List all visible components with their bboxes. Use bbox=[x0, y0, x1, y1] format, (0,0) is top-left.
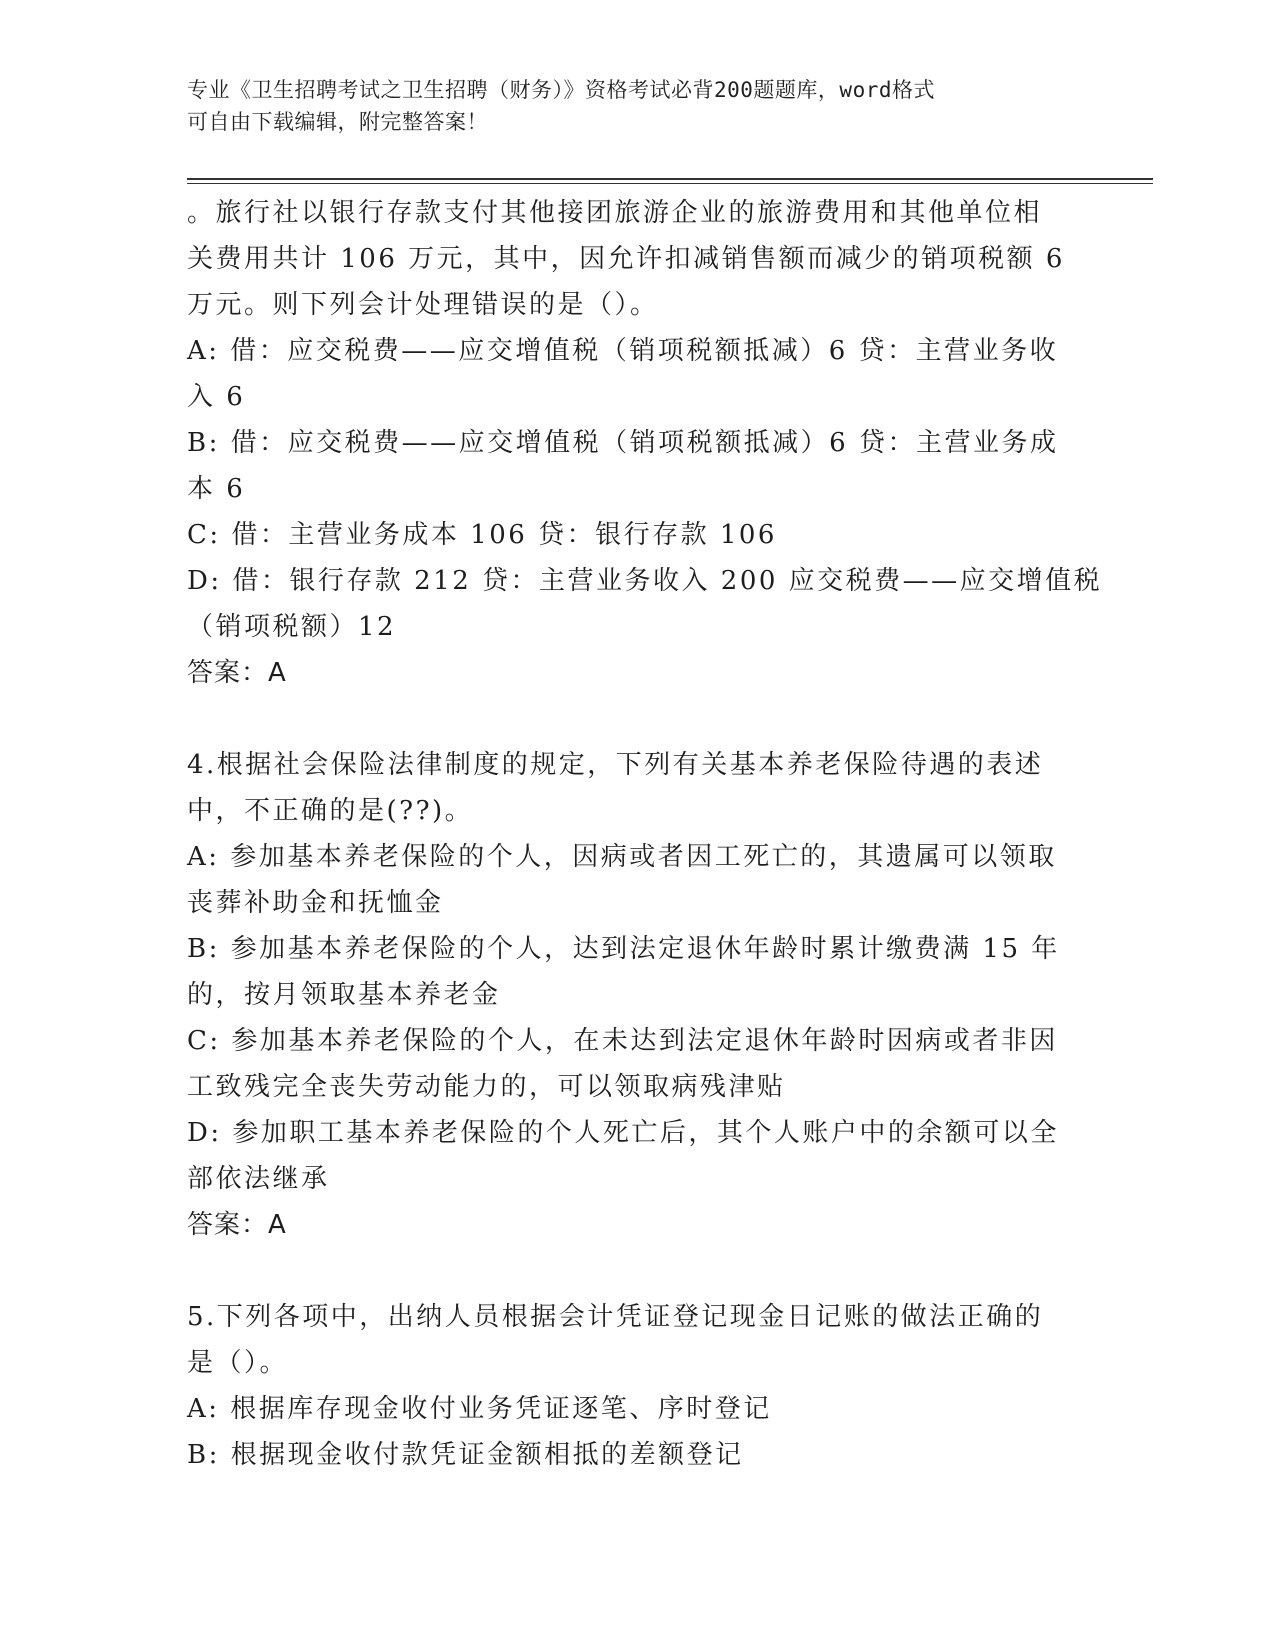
answer-label: 答案：A bbox=[187, 658, 287, 688]
document-body bbox=[187, 190, 1103, 1478]
option-d-line: （销项税额）12 bbox=[187, 612, 397, 642]
question-text-line: 是（）。 bbox=[187, 1348, 289, 1378]
question-text-line: 中，不正确的是(??)。 bbox=[187, 796, 474, 826]
header-line-2: 可自由下载编辑，附完整答案！ bbox=[187, 110, 488, 134]
question-text-line: 。旅行社以银行存款支付其他接团旅游企业的旅游费用和其他单位相 bbox=[187, 198, 1043, 228]
question-5 bbox=[187, 1294, 1087, 1478]
question-text-line: 关费用共计 106 万元，其中，因允许扣减销售额而减少的销项税额 6 bbox=[187, 244, 1065, 274]
option-b-line: 的，按月领取基本养老金 bbox=[187, 980, 501, 1010]
option-d-line: D: 参加职工基本养老保险的个人死亡后，其个人账户中的余额可以全 bbox=[187, 1118, 1059, 1148]
option-a-line: 入 6 bbox=[187, 382, 246, 412]
page-header bbox=[187, 74, 1067, 138]
option-c-line: 工致残完全丧失劳动能力的，可以领取病残津贴 bbox=[187, 1072, 786, 1102]
spacer bbox=[187, 696, 1087, 742]
option-c-line: C: 参加基本养老保险的个人，在未达到法定退休年龄时因病或者非因 bbox=[187, 1026, 1058, 1056]
header-divider bbox=[187, 178, 1153, 184]
option-d-line: D: 借：银行存款 212 贷：主营业务收入 200 应交税费——应交增值税 bbox=[187, 566, 1103, 596]
option-c-line: C: 借：主营业务成本 106 贷：银行存款 106 bbox=[187, 520, 777, 550]
option-b-line: 本 6 bbox=[187, 474, 246, 504]
question-3 bbox=[187, 190, 1103, 696]
option-a-line: 丧葬补助金和抚恤金 bbox=[187, 888, 444, 918]
answer-label: 答案：A bbox=[187, 1210, 287, 1240]
question-text-line: 万元。则下列会计处理错误的是（）。 bbox=[187, 290, 659, 320]
option-a-line: A: 借：应交税费——应交增值税（销项税额抵减）6 贷：主营业务收 bbox=[187, 336, 1059, 366]
option-b-line: B: 根据现金收付款凭证金额相抵的差额登记 bbox=[187, 1440, 744, 1470]
header-line-1: 专业《卫生招聘考试之卫生招聘（财务）》资格考试必背200题题库，word格式 bbox=[187, 78, 935, 102]
option-b-line: B: 借：应交税费——应交增值税（销项税额抵减）6 贷：主营业务成 bbox=[187, 428, 1059, 458]
question-text-line: 4.根据社会保险法律制度的规定，下列有关基本养老保险待遇的表述 bbox=[187, 750, 1044, 780]
option-b-line: B: 参加基本养老保险的个人，达到法定退休年龄时累计缴费满 15 年 bbox=[187, 934, 1060, 964]
option-a-line: A: 根据库存现金收付业务凭证逐笔、序时登记 bbox=[187, 1394, 772, 1424]
spacer bbox=[187, 1248, 1087, 1294]
question-4 bbox=[187, 742, 1087, 1248]
question-text-line: 5.下列各项中，出纳人员根据会计凭证登记现金日记账的做法正确的 bbox=[187, 1302, 1044, 1332]
option-d-line: 部依法继承 bbox=[187, 1164, 330, 1194]
option-a-line: A: 参加基本养老保险的个人，因病或者因工死亡的，其遗属可以领取 bbox=[187, 842, 1057, 872]
